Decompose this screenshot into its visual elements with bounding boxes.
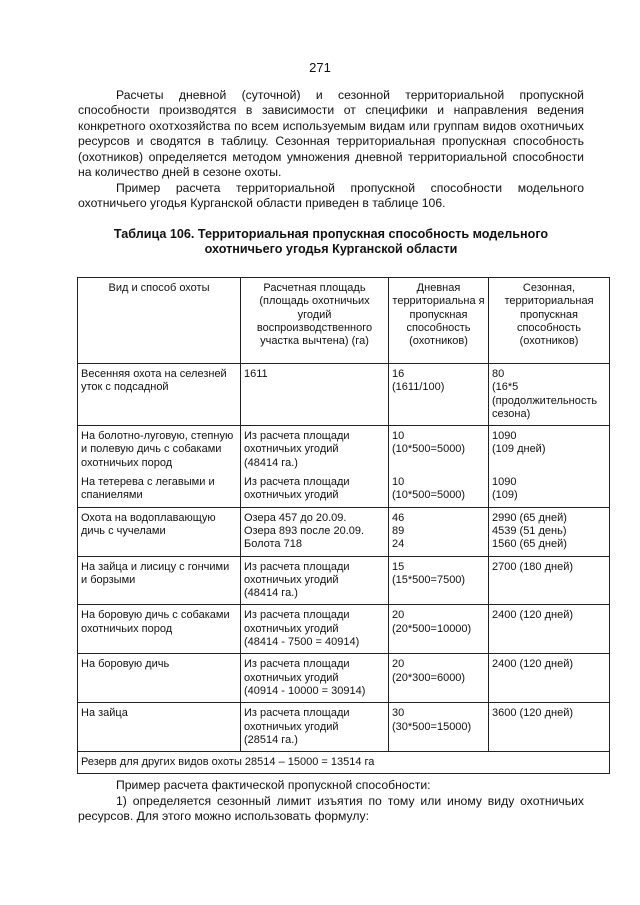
- cell-daily: 20 (20*300=6000): [389, 654, 489, 703]
- cell-hunt-type: На зайца и лисицу с гончими и борзыми: [78, 556, 241, 605]
- cell-season: 3600 (120 дней): [489, 703, 610, 752]
- cell-area: Из расчета площади охотничьих угодий: [244, 476, 350, 502]
- cell-area: 1611: [241, 364, 389, 426]
- cell-area: Озера 457 до 20.09. Озера 893 после 20.09. Болота 718: [241, 507, 389, 556]
- cell-daily: 10 (10*500=5000): [392, 430, 466, 456]
- cell-daily-group: [389, 426, 489, 507]
- table-row: [78, 364, 610, 426]
- table-row: [78, 703, 610, 752]
- table-row: [78, 654, 610, 703]
- page-number: 271: [309, 60, 331, 75]
- paragraph-intro: Расчеты дневной (суточной) и сезонной территориальной пропускной способности производятся в зависимости от специфики и направления ведения конкретного охотхозяйства по всем используемым видам или группам видов охотничьих ресурсов и сводятся в таблицу. Сезонная территориальная пропускная способность (охотников) определяется методом умножения дневной территориальной способности на количество дней в сезоне охоты.: [78, 88, 584, 180]
- cell-season: 2700 (180 дней): [489, 556, 610, 605]
- table-header-row: [78, 278, 610, 364]
- cell-season-group: [489, 426, 610, 507]
- cell-hunt-type-group: [78, 426, 241, 507]
- cell-area: Из расчета площади охотничьих угодий (28514 га.): [241, 703, 389, 752]
- cell-area-group: [241, 426, 389, 507]
- table-row-group: [78, 426, 610, 507]
- cell-daily: 46 89 24: [389, 507, 489, 556]
- cell-season: 2400 (120 дней): [489, 605, 610, 654]
- cell-hunt-type: На зайца: [78, 703, 241, 752]
- cell-hunt-type: Охота на водоплавающую дичь с чучелами: [78, 507, 241, 556]
- cell-daily: 10 (10*500=5000): [392, 475, 466, 502]
- table-row: [78, 507, 610, 556]
- cell-season: 80 (16*5 (продолжительность сезона): [489, 364, 610, 426]
- reserve-cell: Резерв для других видов охоты 28514 – 15000 = 13514 га: [78, 752, 610, 774]
- paragraph-step-1: 1) определяется сезонный лимит изъятия по тому или иному виду охотничьих ресурсов. Для этого можно использовать формулу:: [78, 794, 584, 824]
- cell-daily: 15 (15*500=7500): [389, 556, 489, 605]
- cell-hunt-type: На боровую дичь: [78, 654, 241, 703]
- table-reserve-row: [78, 752, 610, 774]
- cell-area: Из расчета площади охотничьих угодий (48414 га.): [241, 556, 389, 605]
- cell-daily: 16 (1611/100): [389, 364, 489, 426]
- capacity-table: [77, 277, 610, 774]
- paragraph-actual-capacity: Пример расчета фактической пропускной способности:: [116, 778, 431, 792]
- table-title: Таблица 106. Территориальная пропускная способность модельного охотничьего угодья Курганской области: [113, 227, 549, 256]
- cell-daily: 30 (30*500=15000): [389, 703, 489, 752]
- cell-area: Из расчета площади охотничьих угодий (48414 - 7500 = 40914): [241, 605, 389, 654]
- cell-season: 2990 (65 дней) 4539 (51 день) 1560 (65 дней): [489, 507, 610, 556]
- header-hunt-type: Вид и способ охоты: [78, 278, 241, 364]
- cell-area: Из расчета площади охотничьих угодий (48414 га.): [244, 430, 350, 469]
- cell-season: 1090 (109 дней): [492, 430, 546, 456]
- cell-hunt-type: На тетерева с легавыми и спаниелями: [81, 476, 215, 502]
- cell-hunt-type: На боровую дичь с собаками охотничьих пород: [78, 605, 241, 654]
- cell-hunt-type: На болотно-луговую, степную и полевую дичь с собаками охотничьих пород: [81, 430, 234, 469]
- cell-daily: 20 (20*500=10000): [389, 605, 489, 654]
- paragraph-example: Пример расчета территориальной пропускной способности модельного охотничьего угодья Курганской области приведен в таблице 106.: [78, 181, 584, 211]
- table-row: [78, 605, 610, 654]
- cell-hunt-type: Весенняя охота на селезней уток с подсадной: [78, 364, 241, 426]
- cell-season: 2400 (120 дней): [489, 654, 610, 703]
- header-area: Расчетная площадь (площадь охотничьих угодий воспроизводственного участка вычтена) (га): [241, 278, 389, 364]
- cell-season: 1090 (109): [492, 475, 518, 502]
- cell-area: Из расчета площади охотничьих угодий (40914 - 10000 = 30914): [241, 654, 389, 703]
- table-row: [78, 556, 610, 605]
- header-season-capacity: Сезонная, территориальная пропускная способность (охотников): [489, 278, 610, 364]
- header-daily-capacity: Дневная территориальна я пропускная способность (охотников): [389, 278, 489, 364]
